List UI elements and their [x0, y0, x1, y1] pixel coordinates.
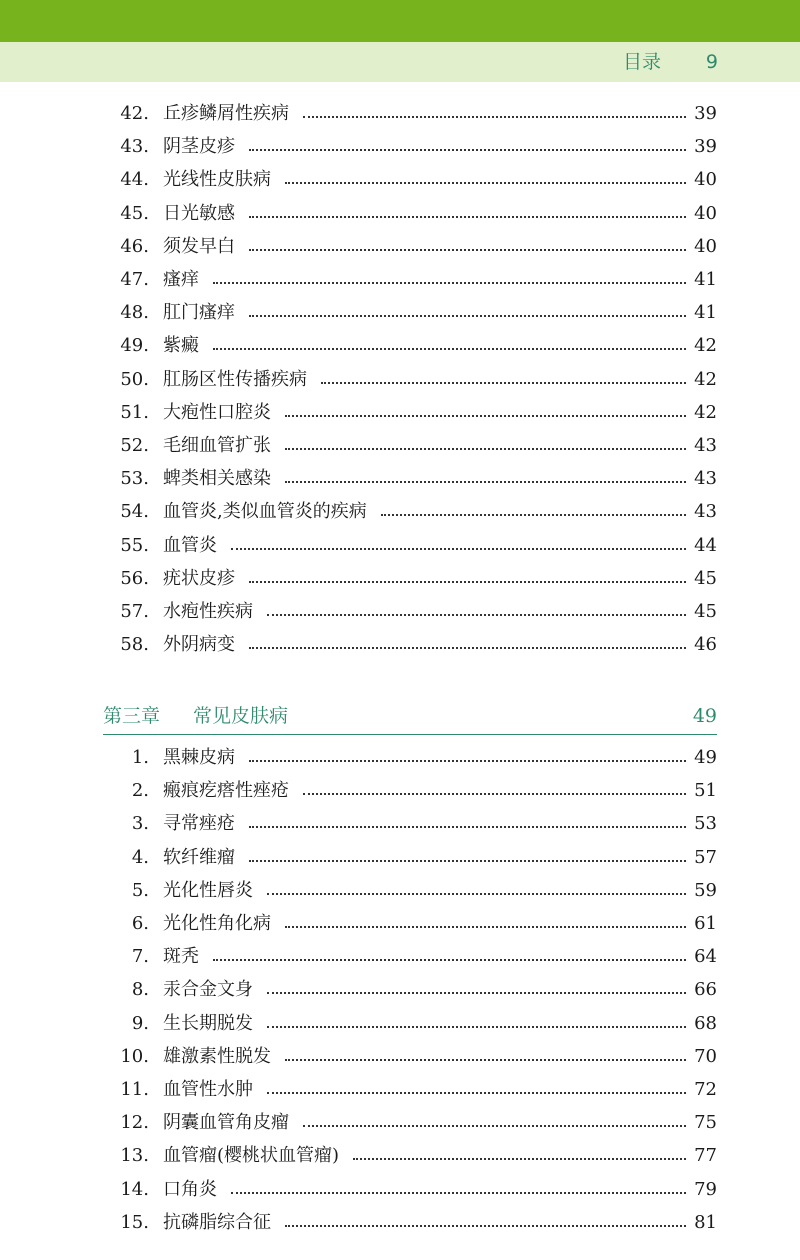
- dot-leader: [249, 760, 686, 762]
- toc-entry-number: 9.: [131, 1012, 149, 1034]
- toc-entry[interactable]: [0, 1073, 800, 1106]
- toc-entry-number: 56.: [120, 567, 149, 589]
- dot-leader: [267, 992, 686, 994]
- toc-entry-title: 雄激素性脱发: [163, 1045, 271, 1067]
- toc-entry-page-number: 45: [694, 601, 717, 622]
- toc-entry-page-number: 75: [694, 1112, 717, 1134]
- dot-leader: [249, 249, 686, 251]
- toc-entry[interactable]: [0, 197, 800, 230]
- dot-leader: [303, 793, 686, 795]
- toc-entry[interactable]: [0, 462, 800, 495]
- toc-entry-page-number: 42: [694, 368, 717, 390]
- toc-entry-number: 44.: [120, 169, 149, 191]
- toc-entry-number: 6.: [131, 913, 149, 934]
- dot-leader: [249, 315, 686, 317]
- toc-entry-number: 46.: [120, 235, 149, 257]
- toc-entry-number: 8.: [131, 979, 149, 1001]
- dot-leader: [249, 581, 686, 583]
- toc-entry-number: 3.: [131, 813, 149, 835]
- dot-leader: [321, 382, 686, 384]
- toc-entry-title: 瘙痒: [163, 269, 199, 290]
- toc-entry[interactable]: [0, 495, 800, 528]
- toc-entry-page-number: 43: [694, 468, 717, 490]
- toc-entry-page-number: 40: [694, 202, 717, 224]
- dot-leader: [249, 216, 686, 218]
- toc-entry-number: 1.: [131, 747, 149, 768]
- toc-entry-page-number: 53: [694, 813, 717, 835]
- toc-entry-page-number: 49: [694, 747, 717, 768]
- toc-entry[interactable]: [0, 1106, 800, 1139]
- toc-entry-number: 4.: [131, 846, 149, 868]
- toc-entry-title: 紫癜: [163, 335, 199, 357]
- toc-entry-number: 14.: [120, 1178, 149, 1200]
- toc-entry-page-number: 79: [694, 1178, 717, 1200]
- toc-entry-title: 抗磷脂综合征: [163, 1211, 271, 1233]
- toc-entry[interactable]: [0, 296, 800, 329]
- toc-entry-title: 瘢痕疙瘩性痤疮: [163, 780, 289, 802]
- toc-entry-page-number: 40: [694, 169, 717, 191]
- toc-entry[interactable]: [0, 97, 800, 130]
- toc-entry-title: 血管炎: [163, 534, 217, 556]
- toc-entry[interactable]: [0, 628, 800, 661]
- toc-entry[interactable]: [0, 940, 800, 973]
- toc-entry-page-number: 41: [694, 302, 717, 324]
- toc-entry[interactable]: [0, 595, 800, 628]
- toc-entry-number: 55.: [120, 534, 149, 556]
- toc-entry-title: 外阴病变: [163, 634, 235, 656]
- toc-entry-number: 7.: [131, 946, 149, 968]
- dot-leader: [285, 1225, 686, 1227]
- toc-entry-title: 软纤维瘤: [163, 846, 235, 868]
- toc-entry-number: 5.: [131, 879, 149, 901]
- toc-entry-page-number: 43: [694, 435, 717, 456]
- header-band: [0, 42, 800, 82]
- toc-entry-title: 口角炎: [163, 1178, 217, 1200]
- toc-entry-page-number: 40: [694, 235, 717, 257]
- toc-entry-number: 2.: [131, 780, 149, 802]
- toc-entry[interactable]: [0, 973, 800, 1006]
- toc-entry[interactable]: [0, 363, 800, 396]
- toc-entry[interactable]: [0, 907, 800, 940]
- running-header-page-number: 9: [705, 51, 718, 73]
- dot-leader: [285, 926, 686, 928]
- dot-leader: [249, 149, 686, 151]
- dot-leader: [285, 182, 686, 184]
- toc-entry[interactable]: [0, 529, 800, 562]
- toc-entry-page-number: 72: [694, 1079, 717, 1100]
- dot-leader: [231, 548, 686, 550]
- toc-entry-page-number: 44: [694, 534, 717, 556]
- toc-entry-number: 58.: [120, 634, 149, 656]
- dot-leader: [249, 826, 686, 828]
- toc-entry-page-number: 42: [694, 401, 717, 423]
- toc-entry[interactable]: [0, 841, 800, 874]
- toc-entry-title: 生长期脱发: [163, 1012, 253, 1034]
- chapter-heading[interactable]: [103, 700, 717, 735]
- toc-entry-title: 寻常痤疮: [163, 813, 235, 835]
- toc-entry[interactable]: [0, 130, 800, 163]
- toc-entry-page-number: 59: [694, 879, 717, 901]
- toc-entry-number: 12.: [120, 1112, 149, 1134]
- dot-leader: [267, 893, 686, 895]
- toc-entry-title: 血管性水肿: [163, 1079, 253, 1100]
- dot-leader: [303, 1125, 686, 1127]
- toc-entry[interactable]: [0, 1139, 800, 1172]
- toc-entry-title: 毛细血管扩张: [163, 435, 271, 456]
- toc-entry-page-number: 39: [694, 136, 717, 158]
- toc-entry-number: 47.: [120, 269, 149, 290]
- toc-entry[interactable]: [0, 163, 800, 196]
- toc-entry-title: 汞合金文身: [163, 979, 253, 1001]
- toc-entry[interactable]: [0, 874, 800, 907]
- dot-leader: [285, 415, 686, 417]
- toc-entry-title: 斑秃: [163, 946, 199, 968]
- toc-entry[interactable]: [0, 329, 800, 362]
- dot-leader: [285, 481, 686, 483]
- toc-entry-title: 肛肠区性传播疾病: [163, 368, 307, 390]
- toc-entry-title: 须发早白: [163, 235, 235, 257]
- toc-entry-number: 11.: [120, 1079, 149, 1100]
- toc-entry[interactable]: [0, 263, 800, 296]
- toc-entry-number: 48.: [120, 302, 149, 324]
- toc-entry-number: 13.: [120, 1145, 149, 1167]
- dot-leader: [213, 959, 686, 961]
- toc-entry-title: 疣状皮疹: [163, 567, 235, 589]
- toc-entry-title: 日光敏感: [163, 202, 235, 224]
- toc-entry[interactable]: [0, 1173, 800, 1206]
- toc-entry-page-number: 77: [694, 1145, 717, 1167]
- toc-entry-number: 43.: [120, 136, 149, 158]
- dot-leader: [381, 514, 686, 516]
- dot-leader: [249, 647, 686, 649]
- toc-entry-title: 阴囊血管角皮瘤: [163, 1112, 289, 1134]
- dot-leader: [267, 1092, 686, 1094]
- top-color-band: [0, 0, 800, 42]
- toc-entry[interactable]: [0, 741, 800, 774]
- toc-entry-page-number: 39: [694, 103, 717, 124]
- toc-entry-number: 54.: [120, 501, 149, 523]
- toc-entry-title: 水疱性疾病: [163, 601, 253, 622]
- toc-entry[interactable]: [0, 1007, 800, 1040]
- dot-leader: [353, 1158, 686, 1160]
- toc-entry[interactable]: [0, 429, 800, 462]
- toc-entry-title: 蜱类相关感染: [163, 468, 271, 490]
- dot-leader: [213, 348, 686, 350]
- toc-entry-page-number: 81: [694, 1211, 717, 1233]
- toc-entry-title: 大疱性口腔炎: [163, 401, 271, 423]
- toc-entry-number: 57.: [120, 601, 149, 622]
- toc-entry[interactable]: [0, 1206, 800, 1239]
- dot-leader: [285, 448, 686, 450]
- toc-entry[interactable]: [0, 562, 800, 595]
- toc-entry-number: 49.: [120, 335, 149, 357]
- dot-leader: [267, 614, 686, 616]
- toc-entry-title: 血管炎,类似血管炎的疾病: [163, 501, 367, 523]
- toc-entry[interactable]: [0, 1040, 800, 1073]
- toc-entry[interactable]: [0, 774, 800, 807]
- toc-entry-number: 42.: [120, 103, 149, 124]
- toc-entry-number: 50.: [120, 368, 149, 390]
- dot-leader: [213, 282, 686, 284]
- toc-entry[interactable]: [0, 230, 800, 263]
- toc-entry-title: 光化性唇炎: [163, 879, 253, 901]
- dot-leader: [303, 116, 686, 118]
- toc-entry-title: 阴茎皮疹: [163, 136, 235, 158]
- toc-entry-page-number: 57: [694, 846, 717, 868]
- toc-entry-title: 肛门瘙痒: [163, 302, 235, 324]
- dot-leader: [231, 1192, 686, 1194]
- chapter-name: 常见皮肤病: [193, 705, 289, 727]
- dot-leader: [267, 1026, 686, 1028]
- toc-entry-page-number: 61: [694, 913, 717, 934]
- dot-leader: [285, 1059, 686, 1061]
- dot-leader: [249, 860, 686, 862]
- toc-entry[interactable]: [0, 807, 800, 840]
- toc-entry-page-number: 42: [694, 335, 717, 357]
- toc-entry[interactable]: [0, 396, 800, 429]
- toc-entry-page-number: 66: [694, 979, 717, 1001]
- toc-entry-number: 45.: [120, 202, 149, 224]
- toc-entry-number: 10.: [120, 1045, 149, 1067]
- toc-entry-title: 丘疹鳞屑性疾病: [163, 103, 289, 124]
- toc-entry-number: 53.: [120, 468, 149, 490]
- toc-entry-page-number: 46: [694, 634, 717, 656]
- toc-entry-title: 黑棘皮病: [163, 747, 235, 768]
- toc-entry-page-number: 64: [694, 946, 717, 968]
- toc-entry-page-number: 43: [694, 501, 717, 523]
- toc-entry-page-number: 41: [694, 269, 717, 290]
- toc-entry-page-number: 68: [694, 1012, 717, 1034]
- toc-entry-number: 15.: [120, 1211, 149, 1233]
- toc-entry-page-number: 70: [694, 1045, 717, 1067]
- running-header-title: 目录: [622, 51, 661, 73]
- toc-entry-number: 51.: [120, 401, 149, 423]
- toc-entry-title: 血管瘤(樱桃状血管瘤): [163, 1145, 340, 1167]
- toc-entry-page-number: 51: [694, 780, 717, 802]
- chapter-page-number: 49: [692, 705, 717, 727]
- chapter-label: 第三章: [103, 705, 161, 727]
- toc-entry-number: 52.: [120, 435, 149, 456]
- toc-entry-page-number: 45: [694, 567, 717, 589]
- toc-entry-title: 光线性皮肤病: [163, 169, 271, 191]
- toc-entry-title: 光化性角化病: [163, 913, 271, 934]
